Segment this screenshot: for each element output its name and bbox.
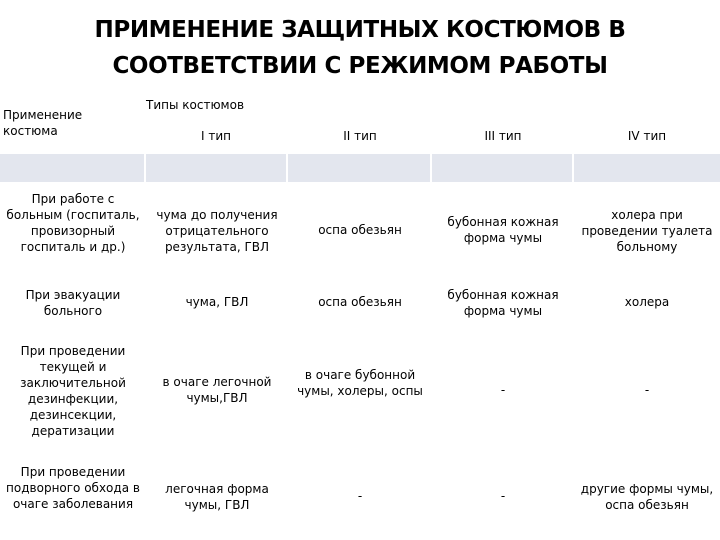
row-4-label: При проведении подворного обхода в очаге заболевания xyxy=(6,465,140,511)
row-3-type-4: - xyxy=(644,383,650,397)
column-header-type-1: I тип xyxy=(201,129,231,143)
column-header-type-2: II тип xyxy=(343,129,377,143)
row-3-type-3: - xyxy=(500,383,506,397)
row-1-type-4: холера при проведении туалета больному xyxy=(581,208,713,254)
row-2-type-2: оспа обезьян xyxy=(318,295,402,309)
header-band-cell xyxy=(432,154,574,182)
row-2-type-4: холера xyxy=(624,295,670,309)
header-types: Типы костюмов xyxy=(146,98,245,112)
column-header-type-3: III тип xyxy=(484,129,522,143)
header-application: Применение костюма xyxy=(3,108,83,138)
row-2-label: При эвакуации больного xyxy=(25,288,121,318)
row-2-type-1: чума, ГВЛ xyxy=(185,295,249,309)
row-1-type-3: бубонная кожная форма чумы xyxy=(447,215,559,245)
header-band-cell xyxy=(574,154,720,182)
row-4-type-3: - xyxy=(500,489,506,503)
page-title xyxy=(0,12,720,84)
row-1-type-1: чума до получения отрицательного результата, ГВЛ xyxy=(156,208,278,254)
row-1-type-2: оспа обезьян xyxy=(318,223,402,237)
header-band-cell xyxy=(288,154,432,182)
row-4-type-2: - xyxy=(357,489,363,503)
header-band-cell xyxy=(146,154,288,182)
row-3-type-2: в очаге бубонной чумы, холеры, оспы xyxy=(297,368,423,398)
row-3-label: При проведении текущей и заключительной дезинфекции, дезинсекции, дератизации xyxy=(20,344,126,438)
row-3-type-1: в очаге легочной чумы,ГВЛ xyxy=(162,375,272,405)
row-1-label: При работе с больным (госпиталь, провизорный госпиталь и др.) xyxy=(6,192,140,254)
title-line-1: ПРИМЕНЕНИЕ ЗАЩИТНЫХ КОСТЮМОВ В xyxy=(94,17,626,43)
row-4-type-1: легочная форма чумы, ГВЛ xyxy=(165,482,269,512)
row-4-type-4: другие формы чумы, оспа обезьян xyxy=(580,482,714,512)
header-band-cell xyxy=(0,154,146,182)
title-line-2: СООТВЕТСТВИИ С РЕЖИМОМ РАБОТЫ xyxy=(112,53,608,79)
column-header-type-4: IV тип xyxy=(627,129,667,143)
row-2-type-3: бубонная кожная форма чумы xyxy=(447,288,559,318)
